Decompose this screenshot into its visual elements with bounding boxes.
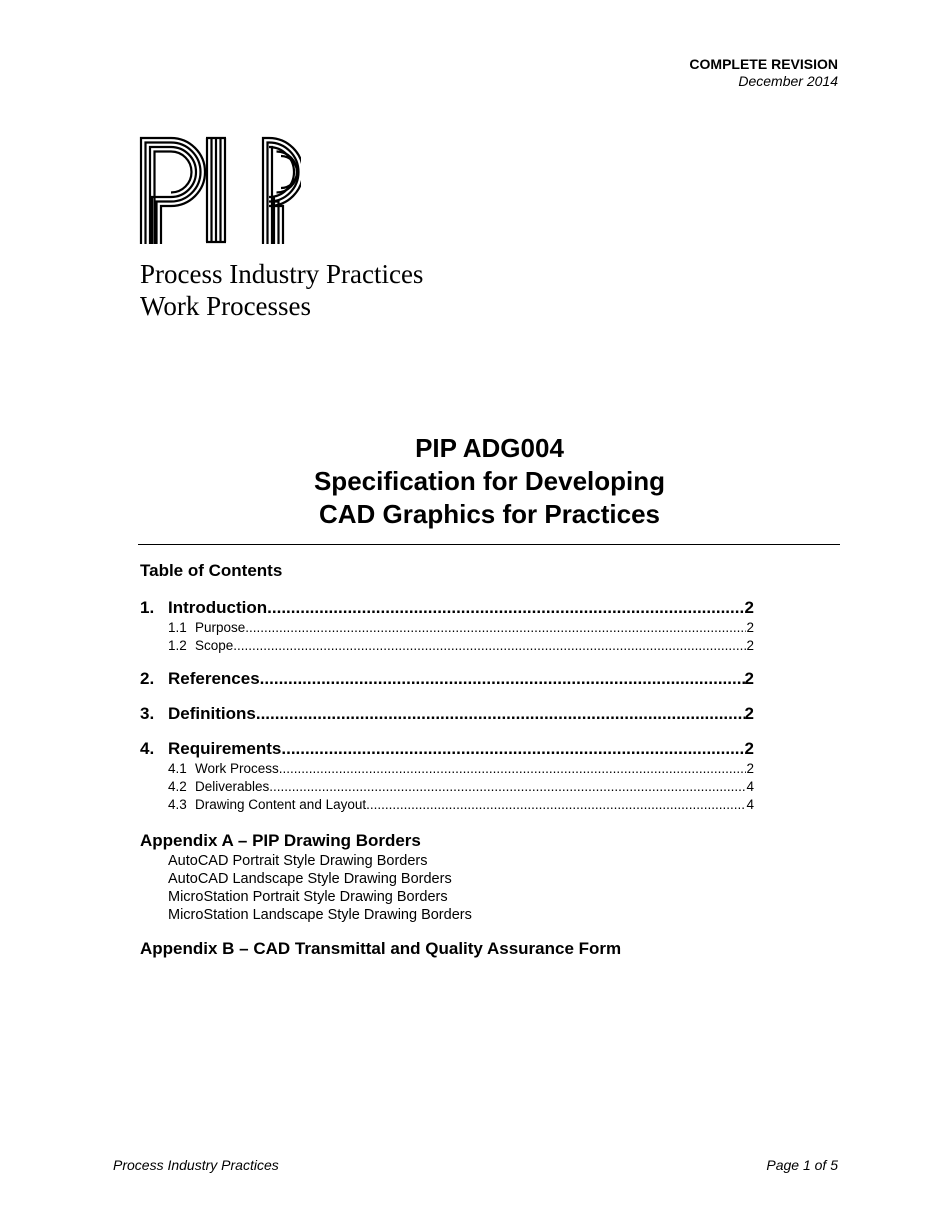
table-of-contents [140,560,754,960]
toc-subsection-number: 1.1 [168,620,187,635]
document-number: PIP ADG004 [415,433,564,463]
toc-subsection-page: 2 [746,620,754,635]
document-title-line-3: CAD Graphics for Practices [318,499,660,529]
toc-subsection-drawing-content[interactable] [140,796,754,814]
toc-subsection-label: Deliverables [195,779,270,794]
toc-leader-dots [267,597,744,619]
organization-line-2: Work Processes [140,291,312,321]
toc-section-number: 4. [140,739,155,758]
toc-appendix-item[interactable]: AutoCAD Landscape Style Drawing Borders [168,871,452,887]
toc-section-page: 2 [744,704,754,723]
toc-subsection-label: Drawing Content and Layout [195,797,367,812]
toc-leader-dots [256,703,745,725]
toc-appendix-item[interactable]: MicroStation Portrait Style Drawing Borders [168,889,448,905]
toc-leader-dots [366,796,746,814]
toc-leader-dots [279,760,747,778]
toc-subsection-work-process[interactable] [140,760,754,778]
organization-name [140,258,423,322]
toc-subsection-number: 1.2 [168,638,187,653]
toc-subsection-label: Work Process [195,761,279,776]
toc-section-requirements[interactable] [140,738,754,760]
toc-subsection-label: Scope [195,638,234,653]
toc-leader-dots [260,668,745,690]
toc-leader-dots [233,637,746,655]
revision-date: December 2014 [738,73,838,89]
toc-leader-dots [245,619,746,637]
toc-leader-dots [281,738,744,760]
toc-section-introduction[interactable] [140,597,754,619]
toc-subsection-page: 4 [746,779,754,794]
document-title-line-2: Specification for Developing [313,466,666,496]
toc-section-label: Introduction [168,598,268,617]
revision-status: COMPLETE REVISION [689,56,838,72]
toc-subsection-page: 2 [746,761,754,776]
footer-organization: Process Industry Practices [113,1157,279,1173]
organization-line-1: Process Industry Practices [140,259,424,289]
toc-section-page: 2 [744,739,754,758]
toc-subsection-number: 4.1 [168,761,187,776]
toc-appendix-b[interactable]: Appendix B – CAD Transmittal and Quality Assurance Form [140,939,622,958]
toc-heading: Table of Contents [140,561,283,580]
toc-appendix-item[interactable]: MicroStation Landscape Style Drawing Borders [168,907,472,923]
title-divider [138,544,840,545]
toc-section-label: Definitions [168,704,256,723]
toc-subsection-label: Purpose [195,620,246,635]
toc-section-label: Requirements [168,739,282,758]
toc-section-definitions[interactable] [140,703,754,725]
toc-subsection-number: 4.3 [168,797,187,812]
pip-logo [139,136,301,249]
toc-section-page: 2 [744,598,754,617]
toc-subsection-page: 4 [746,797,754,812]
toc-subsection-page: 2 [746,638,754,653]
toc-appendix-a[interactable]: Appendix A – PIP Drawing Borders [140,831,421,850]
document-title [139,432,840,531]
toc-section-label: References [168,669,260,688]
pip-logo-graphic [139,136,301,244]
toc-subsection-scope[interactable] [140,637,754,655]
toc-section-number: 3. [140,704,155,723]
toc-leader-dots [269,778,746,796]
toc-section-references[interactable] [140,668,754,690]
toc-subsection-number: 4.2 [168,779,187,794]
revision-block [689,56,838,90]
toc-section-number: 2. [140,669,155,688]
toc-section-page: 2 [744,669,754,688]
toc-subsection-deliverables[interactable] [140,778,754,796]
toc-subsection-purpose[interactable] [140,619,754,637]
footer-page-number: Page 1 of 5 [766,1157,838,1173]
toc-appendix-item[interactable]: AutoCAD Portrait Style Drawing Borders [168,853,428,869]
toc-section-number: 1. [140,598,155,617]
